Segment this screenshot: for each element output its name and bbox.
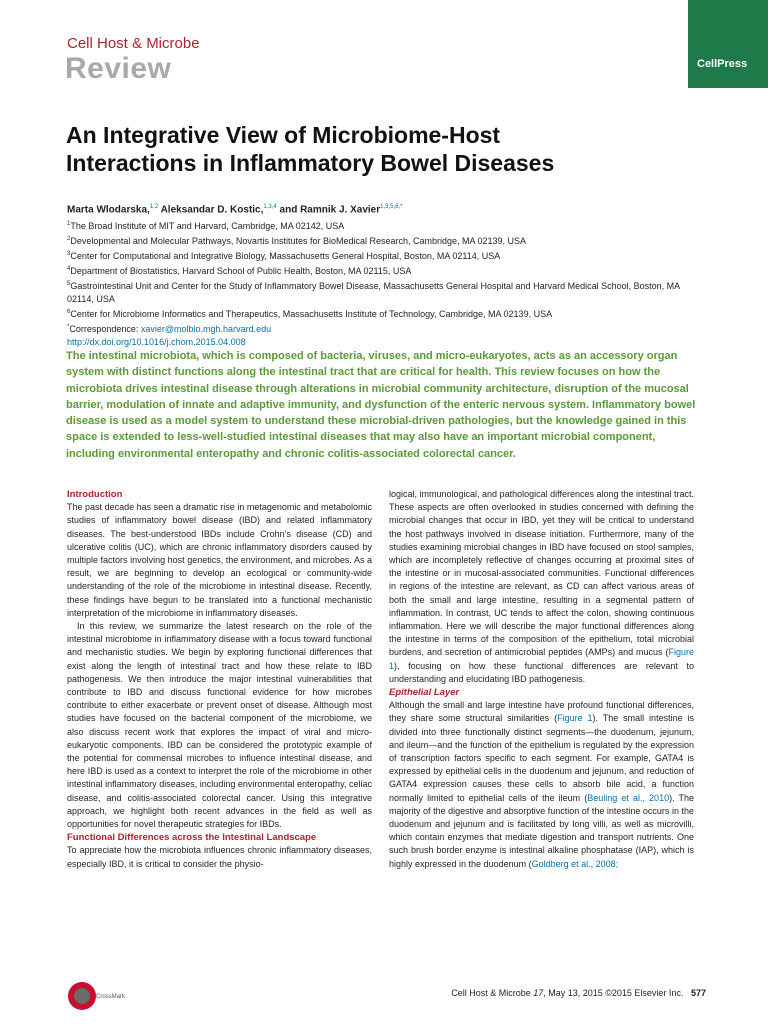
- footer-journal: Cell Host & Microbe: [451, 988, 534, 998]
- affil-number: 5: [67, 281, 71, 287]
- affil-number: 3: [67, 251, 71, 257]
- affil-text: Center for Computational and Integrative Biology, Massachusetts General Hospital, Boston, MA 02114, USA: [70, 251, 501, 261]
- paragraph: The past decade has seen a dramatic rise in metagenomic and metabolomic studies of inflammatory bowel disease (IBD) and related inflammatory diseases. The best-understood IBDs include Crohn’s disease (CD) and ulcerative colitis (UC), which are chronic inflammatory disorders caused by multiple factors involving host genetics, the environment, and microbes. As a result, we are beginning to develop an ecological or community-wide understanding of the role of the microbiome in intestinal disease. Recently, these findings have begun to be translated into a functional mechanistic interpretation of the microbiome in inflammatory diseases.: [67, 502, 372, 618]
- citation-link[interactable]: Goldberg et al., 2008;: [531, 858, 619, 869]
- affiliation: [67, 218, 707, 233]
- body-column-right: [389, 488, 694, 871]
- paragraph: To appreciate how the microbiota influences chronic inflammatory diseases, especially IBD, it is critical to consider the physio-: [67, 845, 372, 869]
- crossmark-icon[interactable]: [68, 982, 96, 1010]
- footer-volume: 17: [533, 988, 544, 998]
- figure-1-link[interactable]: Figure 1: [557, 713, 593, 724]
- paragraph-text: ). The small intestine is divided into three functionally distinct segments—the duodenum, jejunum, and ileum—and the function of the epithelium is regulated by the expression of transcription factors specific to each segment. For example, GATA4 is expressed by epithelial cells in the duodenum and jejunum, and reduction of GATA4 expression causes these cells to absorb bile acid, a function normally limited to epithelial cells of the ileum (: [389, 713, 694, 803]
- paragraph: [389, 699, 694, 871]
- section-type-label: Review: [65, 52, 172, 85]
- correspondence-email-link[interactable]: xavier@molbio.mgh.harvard.edu: [140, 324, 272, 334]
- cellpress-tab: [688, 0, 768, 88]
- crossmark-label: CrossMark: [96, 994, 126, 1000]
- page-number: 577: [690, 988, 706, 998]
- journal-name: Cell Host & Microbe: [67, 35, 200, 52]
- author-name: and Ramnik J. Xavier: [279, 204, 381, 216]
- article-title: [66, 121, 706, 177]
- affil-number: 1: [67, 221, 71, 227]
- affiliation: [67, 248, 707, 263]
- affiliations: [67, 218, 707, 349]
- affil-text: Developmental and Molecular Pathways, Novartis Institutes for BioMedical Research, Cambridge, MA 02139, USA: [70, 236, 527, 246]
- affiliation: [67, 263, 707, 278]
- affil-number: 4: [67, 266, 71, 272]
- paragraph: In this review, we summarize the latest research on the role of the intestinal microbiome in inflammatory disease with a focus toward functional and mechanistic studies. We begin by exploring functional differences that exist along the length of intestinal tract and how these relate to IBD pathogenesis. We then introduce the major intestinal vulnerabilities that contribute to IBD and discuss functional evidence for how microbes contribute to either exacerbate or prevent onset of disease. Although most studies have focused on the bacterial component of the microbiome, we also discuss recent work that explores the impact of viral and micro-eukaryotic components. IBD can be considered the prototypic example of the potential for commensal microbes to influence intestinal disease, and here IBD is used as a context to interpret the role of the microbiome in other intestinal inflammatory diseases, including environmental enteropathy, celiac disease, and colitis-associated colorectal cancer. Using this integrative approach, we highlight both recent advances in the field as well as opportunities for novel therapeutic strategies for IBDs.: [67, 621, 372, 830]
- author-affil-sup: 1,3,4: [263, 204, 277, 210]
- author-affil-sup: 1,3,5,6,*: [380, 204, 403, 210]
- paragraph: [389, 488, 694, 686]
- paragraph-text: Although the small and large intestine have profound functional differences, they share some structural similarities (: [389, 700, 694, 724]
- affil-number: 6: [67, 309, 71, 315]
- paragraph-text: logical, immunological, and pathological differences along the intestinal tract. These aspects are often overlooked in studies concerned with defining the microbial changes that occur in IBD, yet they will be critical to understand the host pathways involved in disease initiation. Furthermore, many of the studies examining microbial changes in IBD have focused on stool samples, which are incompletely reflective of changes occurring at proximal sites of the intestine or in mucosal-associated communities. Functional differences in regions of the intestine are relevant, as CD can affect various areas of both the small and large intestine, resulting in a segmental pattern of inflammation. In contrast, UC tends to affect the colon, showing continuous inflammation. Here we will describe the major functional differences along the intestine in terms of the composition of the epithelium, total microbial burdens, and secretion of antimicrobial peptides (AMPs) and mucus (: [389, 489, 695, 658]
- paragraph-text: ), focusing on how these functional differences are relevant to understanding and elucidating IBD pathogenesis.: [389, 660, 694, 684]
- affil-number: 2: [67, 236, 71, 242]
- correspondence-mark: *: [67, 324, 70, 330]
- citation-link[interactable]: Beuling et al., 2010: [587, 792, 670, 803]
- author-name: Aleksandar D. Kostic,: [160, 204, 264, 216]
- correspondence: [67, 321, 707, 336]
- correspondence-label: Correspondence:: [69, 324, 141, 334]
- page-footer: [400, 988, 706, 998]
- author-name: Marta Wlodarska,: [67, 204, 150, 216]
- body-column-left: [67, 488, 372, 871]
- paragraph-text: ). The majority of the digestive and absorptive function of the intestine occurs in the duodenum and jejunum and is facilitated by long villi, as well as microvilli, which contain enzymes that mediate digestion and transport nutrients. One such brush border enzyme is intestinal alkaline phosphatase (IAP), which is highly expressed in the duodenum (: [389, 792, 695, 869]
- affil-text: Center for Microbiome Informatics and Therapeutics, Massachusetts Institute of Technology, Cambridge, MA 02139, USA: [70, 309, 553, 319]
- affil-text: Department of Biostatistics, Harvard School of Public Health, Boston, MA 02115, USA: [70, 266, 412, 276]
- footer-date-copyright: , May 13, 2015 ©2015 Elsevier Inc.: [543, 988, 684, 998]
- abstract: The intestinal microbiota, which is composed of bacteria, viruses, and micro-eukaryotes, acts as an accessory organ system with distinct functions along the intestinal tract that are critical for health. This review focuses on how the microbiota drives intestinal disease through alterations in microbial community architecture, disruption of the mucosal barrier, modulation of innate and adaptive immunity, and dysfunction of the enteric nervous system. Inflammatory bowel disease is used as a model system to understand these microbial-driven pathologies, but the knowledge gained in this space is extended to less-well-studied intestinal diseases that may also have an important microbial component, including environmental enteropathy and chronic colitis-associated colorectal cancer.: [66, 350, 696, 460]
- affiliation: [67, 278, 707, 306]
- epithelial-layer-heading: Epithelial Layer: [389, 687, 460, 699]
- affil-text: Gastrointestinal Unit and Center for the Study of Inflammatory Bowel Disease, Massachusetts General Hospital and Harvard Medical School, Boston, MA 02114, USA: [67, 281, 680, 304]
- affiliation: [67, 306, 707, 321]
- affil-text: The Broad Institute of MIT and Harvard, Cambridge, MA 02142, USA: [70, 221, 345, 231]
- author-list: [67, 204, 403, 215]
- title-line-1: An Integrative View of Microbiome-Host: [66, 122, 501, 148]
- functional-differences-heading: Functional Differences across the Intestinal Landscape: [67, 832, 317, 844]
- introduction-heading: Introduction: [67, 489, 123, 500]
- affiliation: [67, 233, 707, 248]
- author-affil-sup: 1,2: [149, 204, 159, 210]
- title-line-2: Interactions in Inflammatory Bowel Diseases: [66, 150, 555, 176]
- cellpress-logo: CellPress: [697, 58, 748, 70]
- figure-1-link[interactable]: Figure 1: [389, 647, 694, 671]
- doi-link[interactable]: http://dx.doi.org/10.1016/j.chom.2015.04.008: [67, 337, 246, 347]
